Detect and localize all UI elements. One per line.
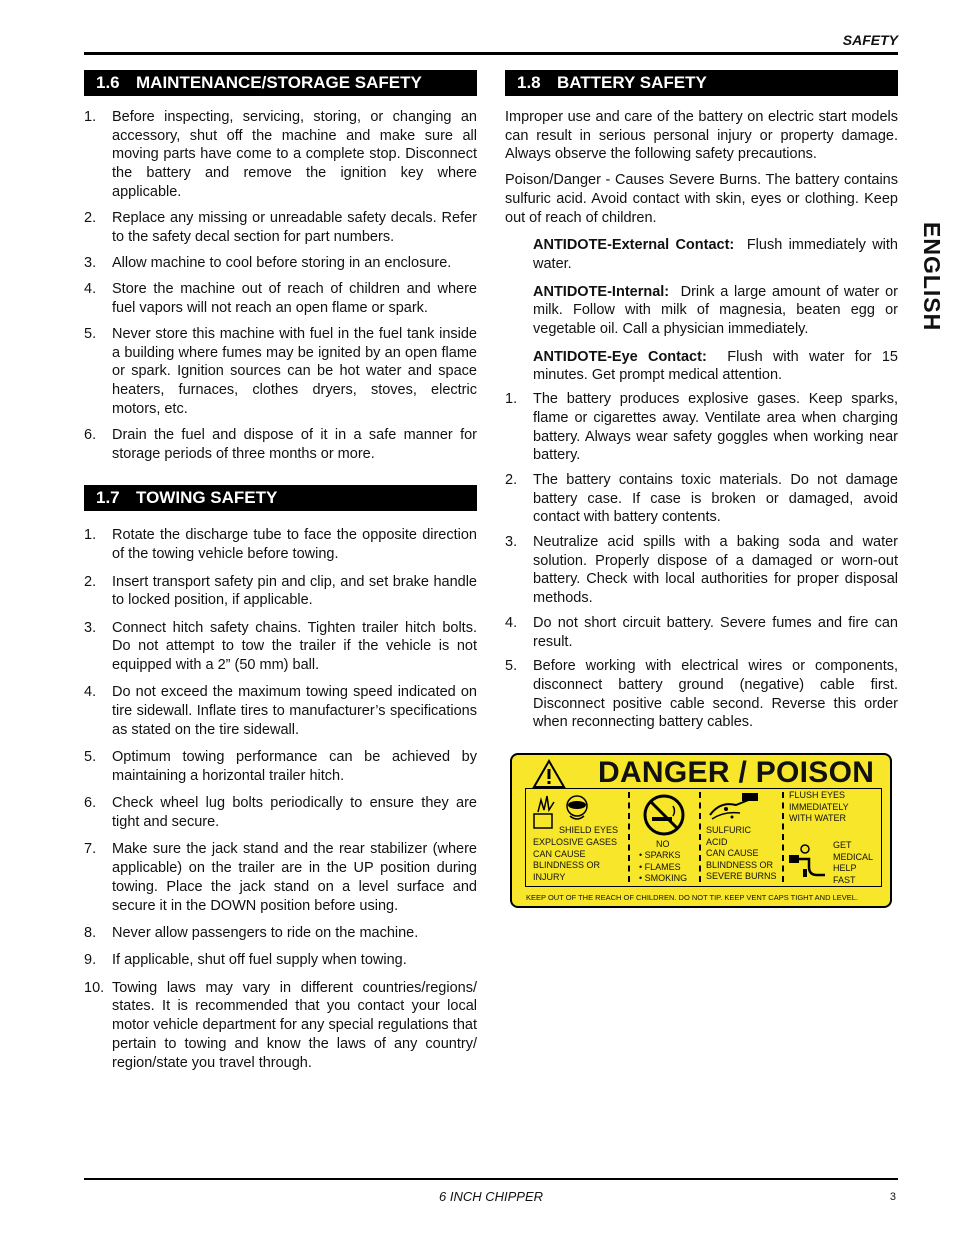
flush-eyes-text	[789, 790, 849, 825]
item-text: Store the machine out of reach of children and where fuel vapors will not reach an open flame or spark.	[112, 281, 477, 316]
item-text: Never allow passengers to ride on the machine.	[112, 924, 419, 941]
item-text: Never store this machine with fuel in the fuel tank inside a building where fumes may be ignited by an open flame or spark. Ignition sources can be hot water and space heaters, furnaces, clothes dryers, stoves, electric motors, etc.	[112, 326, 477, 417]
item-number: 6.	[84, 427, 97, 444]
item-number: 8.	[84, 924, 97, 941]
item-text: Before working with electrical wires or components, disconnect battery ground (negative) cable first. Disconnect positive cable second. Reverse this order when reconnecting battery cables.	[533, 658, 898, 731]
label-line: FLUSH EYES	[789, 790, 846, 800]
footer-title: 6 INCH CHIPPER	[438, 1189, 544, 1204]
sulfuric-acid-cell	[702, 789, 780, 885]
list-item	[505, 657, 898, 732]
label-line: SULFURIC	[706, 825, 752, 835]
item-text: Connect hitch safety chains. Tighten trailer hitch bolts. Do not attempt to tow the trailer if the vehicle is not equipped with a 2” (50 mm) ball.	[112, 619, 477, 674]
item-number: 1.	[84, 527, 97, 544]
item-number: 5.	[505, 658, 518, 675]
item-number: 5.	[84, 749, 97, 766]
list-item	[84, 526, 477, 563]
antidote-label: ANTIDOTE-Eye Contact:	[533, 348, 707, 365]
item-number: 9.	[84, 952, 97, 969]
item-number: 6.	[84, 795, 97, 812]
list-item	[84, 951, 477, 970]
item-number: 4.	[84, 281, 97, 298]
item-text: Do not exceed the maximum towing speed indicated on tire sidewall. Inflate tires to manufacturer’s specifications as stated on the tire sidewall.	[112, 684, 477, 738]
poison-warning: Poison/Danger - Causes Severe Burns. The battery contains sulfuric acid. Avoid contact with skin, eyes or clothing. Keep out of reach of children.	[505, 172, 898, 226]
item-number: 3.	[84, 254, 97, 271]
antidote-text: Flush immediately with water.	[533, 237, 898, 272]
antidote-internal	[505, 283, 898, 339]
list-item	[505, 533, 898, 608]
list-item	[84, 254, 477, 273]
list-item	[84, 280, 477, 317]
item-number: 1.	[84, 109, 97, 125]
antidote-text: Flush with water for 15 minutes. Get prompt medical attention.	[533, 348, 898, 384]
label-line: BLINDNESS OR	[533, 860, 601, 870]
label-line: CAN CAUSE	[706, 848, 759, 858]
item-text: Neutralize acid spills with a baking soda and water solution. Properly dispose of a damaged or worn-out battery. Check with local authorities for proper disposal methods.	[533, 534, 898, 607]
footer-rule	[84, 1178, 898, 1180]
list-item	[505, 471, 898, 527]
danger-poison-label	[510, 753, 892, 908]
item-number: 2.	[505, 471, 518, 488]
sulfuric-acid-text	[706, 825, 777, 883]
get-medical-help-text	[833, 840, 873, 886]
label-line: • SMOKING	[639, 873, 688, 883]
no-items-text	[639, 850, 687, 885]
header-rule	[84, 52, 898, 55]
section-title: TOWING SAFETY	[136, 488, 278, 508]
danger-label-title: DANGER / POISON	[598, 756, 875, 789]
no-text: NO	[656, 839, 670, 849]
item-number: 10.	[84, 979, 105, 996]
label-line: CAN CAUSE	[533, 848, 586, 859]
section-number: 1.6	[96, 73, 120, 92]
item-text: Do not short circuit battery. Severe fumes and fire can result.	[533, 614, 898, 650]
list-item	[84, 748, 477, 785]
list-item	[84, 426, 477, 463]
list-item	[84, 209, 477, 246]
item-text: The battery produces explosive gases. Keep sparks, flame or cigarettes away. Ventilate area when charging battery. Always wear safety goggles when working near battery.	[533, 391, 898, 464]
list-item	[505, 390, 898, 465]
item-number: 1.	[505, 391, 518, 408]
item-number: 3.	[505, 534, 518, 551]
label-line: GET	[833, 840, 852, 850]
left-column	[84, 70, 477, 1081]
item-text: Towing laws may vary in different countries/regions/ states. It is recommended that you contact your local motor vehicle department for any special regulations that pertain to towing and know the laws of any country/ region/state you travel through.	[112, 979, 477, 1071]
item-number: 4.	[84, 684, 97, 701]
list-item	[84, 683, 477, 739]
label-line: MEDICAL	[833, 851, 874, 862]
list-item	[84, 619, 477, 675]
explosive-gases-cell	[526, 789, 626, 885]
list-item	[505, 614, 898, 651]
warning-triangle-icon	[532, 759, 566, 789]
label-line: WITH WATER	[789, 813, 846, 823]
panel-divider	[782, 792, 784, 882]
label-line: • FLAMES	[639, 861, 681, 872]
label-line: FAST	[833, 874, 856, 885]
antidote-label: ANTIDOTE-Internal:	[533, 283, 670, 300]
item-text: Rotate the discharge tube to face the opposite direction of the towing vehicle before towing.	[112, 527, 477, 563]
label-line: IMMEDIATELY	[789, 801, 849, 812]
label-line: INJURY	[533, 871, 566, 882]
label-line: • SPARKS	[639, 850, 681, 860]
item-number: 4.	[505, 614, 518, 631]
battery-intro: Improper use and care of the battery on electric start models can result in serious personal injury or property damage. Always observe the following safety precautions.	[505, 109, 898, 163]
label-line: BLINDNESS OR	[706, 859, 774, 870]
section-number: 1.8	[517, 73, 541, 92]
item-text: Make sure the jack stand and the rear stabilizer (where applicable) on the trailer are in the UP position during towing. Place the jack stand on a level surface and secure it in the DOWN position before using.	[112, 841, 477, 914]
item-number: 3.	[84, 619, 97, 636]
section-1-8-heading	[505, 70, 898, 96]
item-text: Before inspecting, servicing, storing, or changing an accessory, shut off the machine and make sure all moving parts have come to a complete stop. Disconnect the battery and remove the ignition key where applicable.	[112, 109, 477, 200]
list-item	[84, 573, 477, 610]
label-line: HELP	[833, 863, 857, 873]
section-1-7-heading	[84, 485, 477, 511]
language-side-tab: ENGLISH	[919, 222, 945, 332]
item-text: Allow machine to cool before storing in an enclosure.	[112, 254, 452, 271]
label-line: EXPLOSIVE GASES	[533, 837, 618, 847]
item-number: 2.	[84, 210, 97, 227]
item-text: Check wheel lug bolts periodically to ensure they are tight and secure.	[112, 795, 477, 831]
item-text: Optimum towing performance can be achieved by maintaining a horizontal trailer hitch.	[112, 749, 477, 784]
danger-label-footer: KEEP OUT OF THE REACH OF CHILDREN. DO NOT TIP. KEEP VENT CAPS TIGHT AND LEVEL.	[526, 893, 859, 902]
explosive-gases-text	[533, 837, 617, 883]
battery-list	[505, 390, 898, 732]
list-item	[84, 979, 477, 1073]
item-text: Drain the fuel and dispose of it in a safe manner for storage periods of three months or more.	[112, 427, 477, 462]
maintenance-list	[84, 108, 477, 463]
flush-eyes-cell	[785, 789, 881, 885]
danger-label-panel	[525, 788, 882, 887]
item-text: If applicable, shut off fuel supply when towing.	[112, 952, 407, 969]
section-number: 1.7	[96, 488, 120, 508]
list-item	[84, 840, 477, 915]
item-number: 5.	[84, 326, 97, 343]
no-smoking-icon	[642, 793, 686, 837]
list-item	[84, 924, 477, 943]
item-text: Replace any missing or unreadable safety decals. Refer to the safety decal section for part numbers.	[112, 210, 477, 245]
medical-help-icon	[785, 841, 831, 881]
panel-divider	[699, 792, 701, 882]
antidote-external	[505, 236, 898, 273]
right-column	[505, 70, 898, 738]
section-1-6-heading	[84, 70, 477, 96]
item-number: 7.	[84, 841, 97, 858]
list-item	[84, 794, 477, 831]
label-line: ACID	[706, 836, 728, 847]
section-title: BATTERY SAFETY	[557, 73, 707, 92]
section-title: MAINTENANCE/STORAGE SAFETY	[136, 73, 422, 92]
antidote-eye	[505, 348, 898, 385]
antidote-text: Drink a large amount of water or milk. Follow with milk of magnesia, beaten egg or vegetable oil. Call a physician immediately.	[533, 283, 898, 338]
item-text: The battery contains toxic materials. Do not damage battery case. If case is broken or damaged, avoid contact with battery contents.	[533, 471, 898, 526]
antidote-label: ANTIDOTE-External Contact:	[533, 237, 735, 254]
item-text: Insert transport safety pin and clip, and set brake handle to locked position, if applicable.	[112, 573, 477, 609]
acid-burn-icon	[706, 791, 762, 823]
list-item	[84, 325, 477, 419]
item-number: 2.	[84, 573, 97, 590]
towing-list	[84, 526, 477, 1072]
label-line: SEVERE BURNS	[706, 871, 777, 881]
header-section-title: SAFETY	[842, 32, 898, 48]
no-sparks-cell	[630, 789, 698, 885]
shield-eyes-text: SHIELD EYES	[559, 825, 619, 835]
page-number: 3	[889, 1191, 896, 1203]
list-item	[84, 108, 477, 202]
